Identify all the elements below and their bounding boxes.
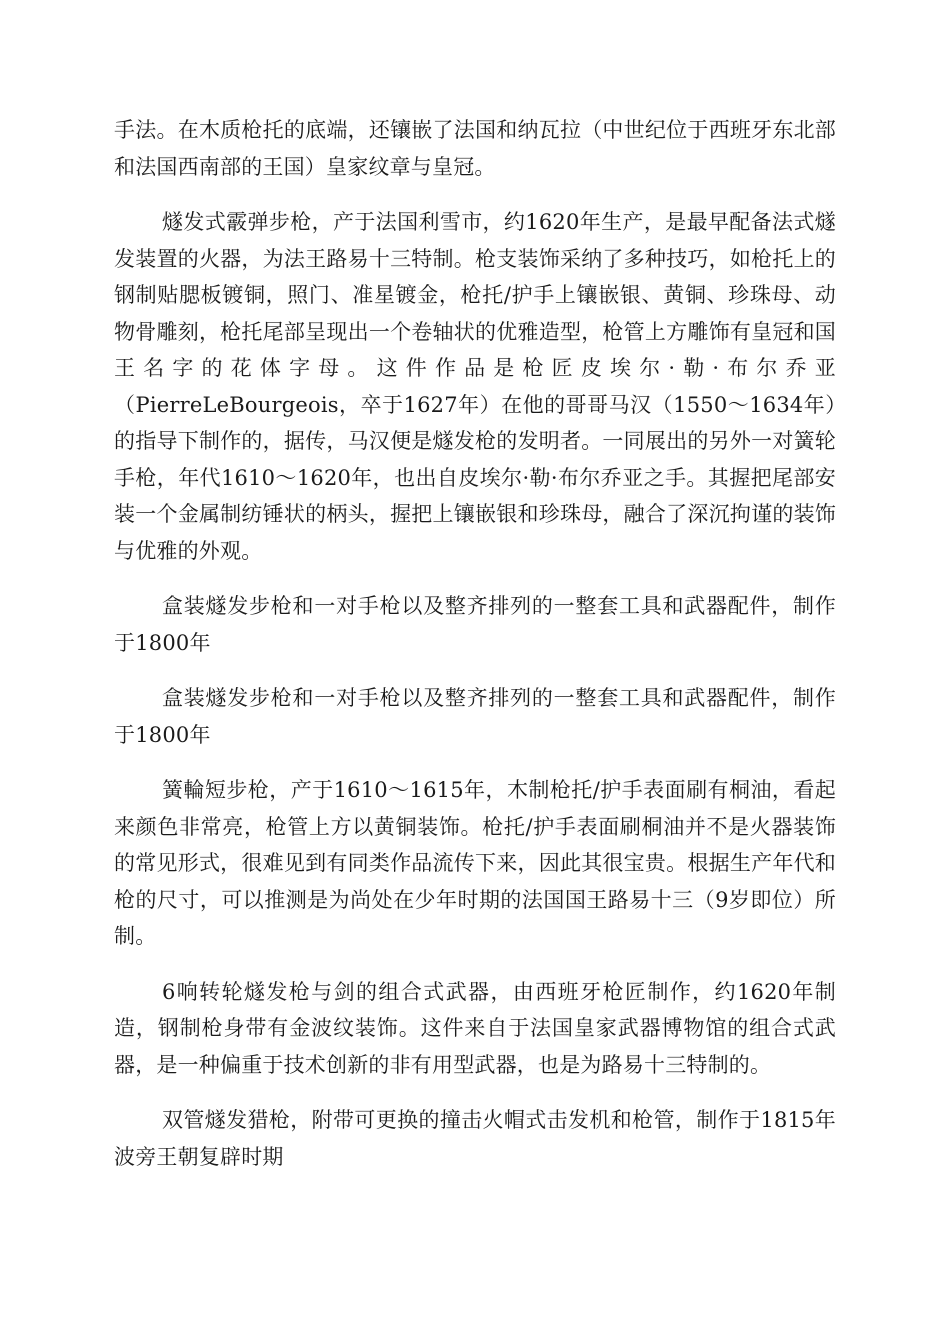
paragraph-boxed-set-2: 盒装燧发步枪和一对手枪以及整齐排列的一整套工具和武器配件，制作于1800年	[114, 686, 836, 747]
paragraph-continuation: 手法。在木质枪托的底端，还镶嵌了法国和纳瓦拉（中世纪位于西班牙东北部和法国西南部的王国）皇家纹章与皇冠。	[114, 118, 836, 179]
paragraph-wheellock-carbine: 簧輪短步枪，产于1610～1615年，木制枪托/护手表面刷有桐油，看起来颜色非常亮，枪管上方以黄铜装饰。枪托/护手表面刷桐油并不是火器装饰的常见形式，很难见到有同类作品流传下来，因此其很宝贵。根据生产年代和枪的尺寸，可以推测是为尚处在少年时期的法国国王路易十三（9岁即位）所制。	[114, 778, 836, 948]
paragraph-boxed-set-1: 盒装燧发步枪和一对手枪以及整齐排列的一整套工具和武器配件，制作于1800年	[114, 594, 836, 655]
paragraph-flintlock-shotgun: 燧发式霰弹步枪，产于法国利雪市，约1620年生产，是最早配备法式燧发装置的火器，为法王路易十三特制。枪支装饰采纳了多种技巧，如枪托上的钢制贴腮板镀铜，照门、准星镀金，枪托/护手上镶嵌银、黄铜、珍珠母、动物骨雕刻，枪托尾部呈现出一个卷轴状的优雅造型，枪管上方雕饰有皇冠和国王名字的花体字母。这件作品是枪匠皮埃尔·勒·布尔乔亚（PierreLeBourgeois，卒于1627年）在他的哥哥马汉（1550～1634年）的指导下制作的，据传，马汉便是燧发枪的发明者。一同展出的另外一对簧轮手枪，年代1610～1620年，也出自皮埃尔·勒·布尔乔亚之手。其握把尾部安装一个金属制纺锤状的柄头，握把上镶嵌银和珍珠母，融合了深沉拘谨的装饰与优雅的外观。	[114, 210, 836, 563]
document-body	[114, 112, 836, 1194]
paragraph-revolver-sword: 6响转轮燧发枪与剑的组合式武器，由西班牙枪匠制作，约1620年制造，钢制枪身带有金波纹装饰。这件来自于法国皇家武器博物馆的组合式武器，是一种偏重于技术创新的非有用型武器，也是为路易十三特制的。	[114, 979, 836, 1077]
paragraph-double-barrel: 双管燧发猎枪，附带可更换的撞击火帽式击发机和枪管，制作于1815年波旁王朝复辟时期	[114, 1108, 836, 1169]
